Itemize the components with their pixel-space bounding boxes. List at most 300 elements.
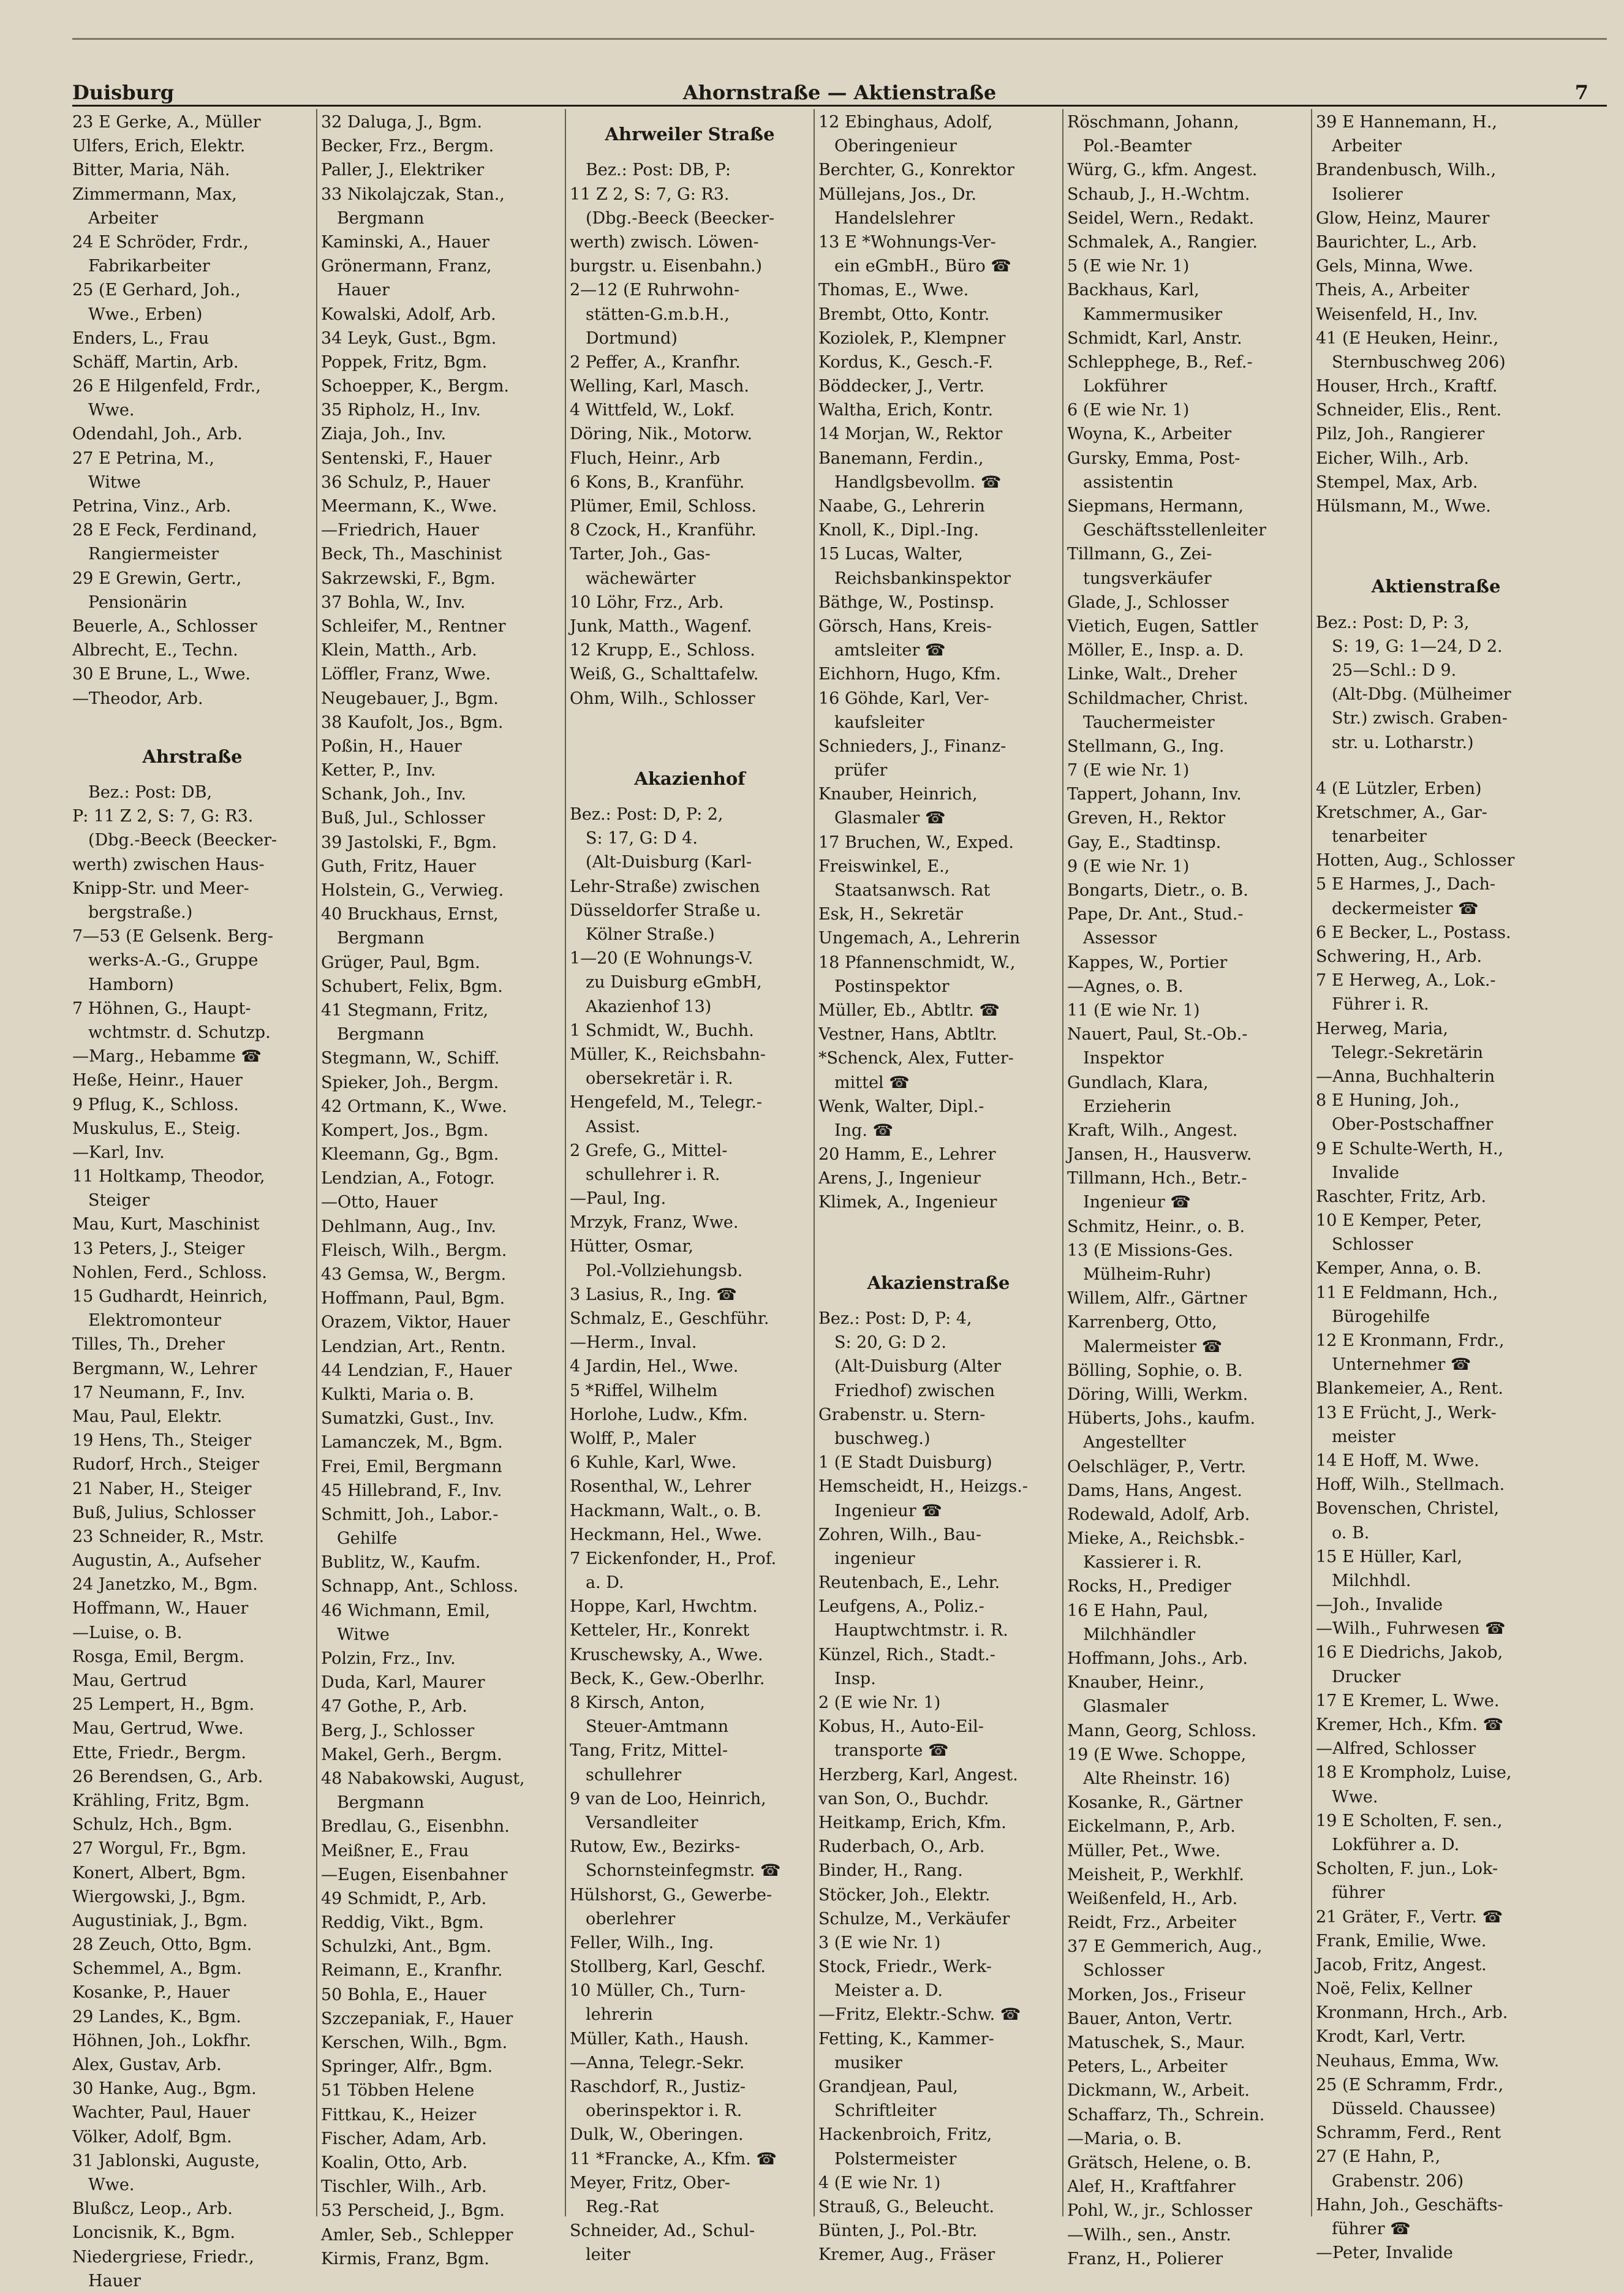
- column-6: [1316, 110, 1556, 2263]
- directory-entry: Schornsteinfegmstr. ☎: [586, 1861, 781, 1881]
- directory-entry: Kerschen, Wilh., Bgm.: [321, 2033, 508, 2052]
- directory-entry: meister: [1332, 1427, 1396, 1446]
- directory-entry: 49 Schmidt, P., Arb.: [321, 1889, 487, 1908]
- directory-entry: Strauß, G., Beleucht.: [818, 2197, 995, 2216]
- directory-entry: Schleifer, M., Rentner: [321, 616, 506, 636]
- directory-entry: 12 E Kronmann, Frdr.,: [1316, 1331, 1505, 1351]
- directory-entry: 8 Czock, H., Kranführ.: [570, 521, 757, 540]
- directory-entry: Möller, E., Insp. a. D.: [1067, 641, 1244, 660]
- directory-entry: —Wilh., sen., Anstr.: [1067, 2225, 1231, 2245]
- directory-entry: Handlgsbevollm. ☎: [834, 472, 1002, 492]
- directory-entry: Steuer-Amtmann: [586, 1717, 729, 1737]
- directory-entry: 9 Pflug, K., Schloss.: [72, 1095, 239, 1114]
- directory-entry: 47 Gothe, P., Arb.: [321, 1697, 467, 1717]
- directory-entry: Kirmis, Franz, Bgm.: [321, 2249, 489, 2268]
- directory-entry: Kruschewsky, A., Wwe.: [570, 1645, 763, 1664]
- directory-entry: —Anna, Buchhalterin: [1316, 1067, 1495, 1086]
- directory-entry: Hoffmann, Paul, Bgm.: [321, 1289, 505, 1309]
- directory-entry: wächewärter: [586, 569, 696, 588]
- directory-entry: —Theodor, Arb.: [72, 689, 203, 708]
- directory-entry: Weiß, G., Schalttafelw.: [570, 665, 759, 684]
- directory-entry: —Karl, Inv.: [72, 1143, 165, 1162]
- directory-entry: Tischler, Wilh., Arb.: [321, 2177, 487, 2197]
- directory-entry: Vestner, Hans, Abtltr.: [818, 1025, 997, 1045]
- directory-entry: Kompert, Jos., Bgm.: [321, 1120, 489, 1140]
- directory-entry: Tillmann, G., Zei-: [1067, 545, 1212, 564]
- directory-entry: 13 Peters, J., Steiger: [72, 1239, 245, 1258]
- directory-entry: 20 Hamm, E., Lehrer: [818, 1145, 996, 1165]
- directory-entry: Hahn, Joh., Geschäfts-: [1316, 2195, 1503, 2215]
- directory-entry: 21 Naber, H., Steiger: [72, 1479, 252, 1498]
- directory-entry: transporte ☎: [834, 1741, 949, 1761]
- directory-entry: Woyna, K., Arbeiter: [1067, 425, 1232, 444]
- directory-entry: 17 E Kremer, L. Wwe.: [1316, 1691, 1500, 1710]
- directory-entry: Schneider, Elis., Rent.: [1316, 401, 1502, 420]
- directory-entry: 37 Bohla, W., Inv.: [321, 592, 466, 612]
- directory-entry: Tauchermeister: [1083, 712, 1215, 732]
- directory-entry: Buß, Julius, Schlosser: [72, 1503, 255, 1522]
- directory-entry: 15 Lucas, Walter,: [818, 545, 963, 564]
- directory-entry: Hoff, Wilh., Stellmach.: [1316, 1475, 1505, 1495]
- directory-entry: Karrenberg, Otto,: [1067, 1313, 1217, 1332]
- directory-entry: Vietich, Eugen, Sattler: [1067, 616, 1258, 636]
- directory-entry: Spieker, Joh., Bergm.: [321, 1073, 499, 1092]
- directory-entry: Tilles, Th., Dreher: [72, 1335, 225, 1354]
- directory-entry: —Alfred, Schlosser: [1316, 1739, 1476, 1759]
- directory-entry: Hoffmann, Johs., Arb.: [1067, 1649, 1248, 1668]
- directory-entry: —Fritz, Elektr.-Schw. ☎: [818, 2005, 1021, 2025]
- directory-entry: Springer, Alfr., Bgm.: [321, 2057, 493, 2077]
- directory-entry: Baurichter, L., Arb.: [1316, 232, 1478, 252]
- directory-entry: Dehlmann, Aug., Inv.: [321, 1217, 496, 1236]
- directory-entry: 19 (E Wwe. Schoppe,: [1067, 1745, 1247, 1764]
- directory-entry: Schulze, M., Verkäufer: [818, 1909, 1010, 1928]
- directory-entry: Mrzyk, Franz, Wwe.: [570, 1213, 739, 1233]
- directory-entry: Wwe., Erben): [88, 304, 203, 324]
- directory-entry: Odendahl, Joh., Arb.: [72, 425, 243, 444]
- directory-entry: bergstraße.): [88, 903, 193, 923]
- directory-entry: 26 Berendsen, G., Arb.: [72, 1767, 263, 1786]
- directory-entry: Willem, Alfr., Gärtner: [1067, 1289, 1247, 1309]
- directory-entry: Ketteler, Hr., Konrekt: [570, 1621, 750, 1641]
- directory-entry: Mieke, A., Reichsbk.-: [1067, 1529, 1245, 1549]
- directory-entry: Führer i. R.: [1332, 995, 1429, 1014]
- directory-entry: Bongarts, Dietr., o. B.: [1067, 881, 1248, 900]
- directory-entry: Fetting, K., Kammer-: [818, 2029, 994, 2049]
- directory-entry: Ruderbach, O., Arb.: [818, 1837, 985, 1857]
- directory-entry: Schnieders, J., Finanz-: [818, 736, 1007, 756]
- directory-entry: Kammermusiker: [1083, 304, 1223, 324]
- directory-entry: —Luise, o. B.: [72, 1623, 183, 1642]
- directory-entry: oberlehrer: [586, 1909, 676, 1928]
- page-header: [72, 69, 1607, 107]
- directory-entry: Schulz, Hch., Bgm.: [72, 1815, 233, 1835]
- directory-entry: a. D.: [586, 1573, 624, 1593]
- directory-entry: Esk, H., Sekretär: [818, 905, 963, 924]
- directory-entry: Tillmann, Hch., Betr.-: [1067, 1169, 1247, 1188]
- street-heading: Ahrweiler Straße: [605, 124, 775, 145]
- directory-entry: Loncisnik, K., Bgm.: [72, 2223, 235, 2243]
- directory-entry: 14 Morjan, W., Rektor: [818, 425, 1003, 444]
- directory-entry: 30 E Brune, L., Wwe.: [72, 665, 251, 684]
- directory-entry: Krodt, Karl, Vertr.: [1316, 2027, 1466, 2047]
- directory-entry: 3 (E wie Nr. 1): [818, 1933, 941, 1952]
- directory-entry: 6 Kuhle, Karl, Wwe.: [570, 1453, 737, 1473]
- directory-entry: 32 Daluga, J., Bgm.: [321, 113, 483, 132]
- directory-entry: Bitter, Maria, Näh.: [72, 161, 230, 180]
- directory-entry: 11 (E wie Nr. 1): [1067, 1000, 1200, 1020]
- directory-entry: Milchhdl.: [1332, 1571, 1411, 1590]
- directory-entry: Frei, Emil, Bergmann: [321, 1457, 502, 1476]
- directory-entry: —Anna, Telegr.-Sekr.: [570, 2053, 745, 2072]
- directory-entry: 9 (E wie Nr. 1): [1067, 856, 1190, 876]
- directory-entry: Amler, Seb., Schlepper: [321, 2225, 513, 2245]
- directory-entry: Kappes, W., Portier: [1067, 953, 1228, 972]
- spacer: [818, 1215, 1059, 1237]
- directory-entry: Hackenbroich, Fritz,: [818, 2125, 992, 2145]
- directory-entry: Kosanke, R., Gärtner: [1067, 1793, 1243, 1813]
- directory-entry: Glasmaler ☎: [834, 809, 946, 828]
- directory-entry: Bez.: Post: D, P: 3,: [1316, 613, 1470, 632]
- directory-entry: Gels, Minna, Wwe.: [1316, 257, 1473, 276]
- directory-entry: Versandleiter: [586, 1813, 698, 1832]
- directory-entry: Schwering, H., Arb.: [1316, 947, 1482, 967]
- directory-entry: Invalide: [1332, 1163, 1399, 1182]
- directory-entry: Ulfers, Erich, Elektr.: [72, 137, 246, 156]
- directory-entry: 7 Höhnen, G., Haupt-: [72, 999, 251, 1018]
- directory-entry: Grandjean, Paul,: [818, 2077, 958, 2097]
- directory-entry: 39 E Hannemann, H.,: [1316, 113, 1497, 132]
- directory-entry: Franz, H., Polierer: [1067, 2249, 1223, 2268]
- directory-entry: str. u. Lotharstr.): [1332, 733, 1474, 752]
- directory-entry: Kaminski, A., Hauer: [321, 232, 490, 252]
- column-divider: [1311, 109, 1312, 2216]
- directory-entry: Lokführer a. D.: [1332, 1835, 1460, 1854]
- directory-entry: Alex, Gustav, Arb.: [72, 2055, 222, 2075]
- directory-entry: buschweg.): [834, 1429, 931, 1448]
- directory-entry: Dams, Hans, Angest.: [1067, 1481, 1242, 1500]
- directory-entry: Pol.-Vollziehungsb.: [586, 1261, 743, 1280]
- spacer: [818, 1237, 1059, 1259]
- directory-entry: Alte Rheinstr. 16): [1083, 1769, 1230, 1788]
- directory-entry: 11 E Feldmann, Hch.,: [1316, 1283, 1498, 1302]
- directory-entry: Guth, Fritz, Hauer: [321, 856, 476, 876]
- directory-entry: (Dbg.-Beeck (Beecker-: [88, 831, 278, 850]
- directory-entry: 29 E Grewin, Gertr.,: [72, 569, 242, 588]
- directory-entry: Neugebauer, J., Bgm.: [321, 689, 499, 708]
- directory-entry: 41 (E Heuken, Heinr.,: [1316, 328, 1499, 348]
- directory-entry: Müller, K., Reichsbahn-: [570, 1045, 766, 1064]
- directory-entry: Thomas, E., Wwe.: [818, 281, 969, 300]
- directory-entry: 12 Ebinghaus, Adolf,: [818, 113, 993, 132]
- directory-entry: Matuschek, S., Maur.: [1067, 2033, 1245, 2052]
- directory-entry: 19 Hens, Th., Steiger: [72, 1431, 252, 1451]
- directory-entry: 48 Nabakowski, August,: [321, 1769, 525, 1788]
- directory-entry: Jansen, H., Hausverw.: [1067, 1145, 1252, 1165]
- directory-entry: Peters, L., Arbeiter: [1067, 2057, 1228, 2077]
- directory-entry: kaufsleiter: [834, 712, 924, 732]
- directory-entry: Tang, Fritz, Mittel-: [570, 1741, 728, 1761]
- directory-entry: Stegmann, W., Schiff.: [321, 1049, 500, 1068]
- directory-entry: werth) zwisch. Löwen-: [570, 232, 759, 252]
- directory-entry: Meisheit, P., Werkhlf.: [1067, 1865, 1245, 1884]
- directory-entry: *Schenck, Alex, Futter-: [818, 1049, 1014, 1068]
- directory-entry: (Alt-Duisburg (Karl-: [586, 853, 752, 872]
- directory-entry: 6 (E wie Nr. 1): [1067, 401, 1190, 420]
- directory-entry: Grüger, Paul, Bgm.: [321, 953, 480, 972]
- directory-entry: 1 (E Stadt Duisburg): [818, 1453, 992, 1473]
- directory-entry: Bovenschen, Christel,: [1316, 1499, 1500, 1519]
- directory-entry: 7 (E wie Nr. 1): [1067, 761, 1190, 780]
- directory-entry: Rosenthal, W., Lehrer: [570, 1477, 751, 1497]
- directory-entry: Mau, Gertrud: [72, 1671, 187, 1691]
- directory-entry: Staatsanwsch. Rat: [834, 881, 991, 900]
- directory-entry: Ober-Postschaffner: [1332, 1115, 1494, 1135]
- directory-entry: —Marg., Hebamme ☎: [72, 1047, 262, 1067]
- directory-entry: o. B.: [1332, 1523, 1370, 1543]
- directory-entry: 25 (E Gerhard, Joh.,: [72, 281, 241, 300]
- directory-entry: Koziolek, P., Klempner: [818, 328, 1006, 348]
- directory-entry: werth) zwischen Haus-: [72, 855, 265, 874]
- directory-entry: 3 Lasius, R., Ing. ☎: [570, 1285, 737, 1304]
- directory-entry: Handelslehrer: [834, 208, 955, 228]
- directory-entry: Glade, J., Schlosser: [1067, 592, 1229, 612]
- directory-entry: 11 Holtkamp, Theodor,: [72, 1167, 265, 1187]
- directory-entry: Schmitt, Joh., Labor.-: [321, 1505, 499, 1524]
- column-1: [72, 110, 312, 2291]
- directory-entry: 4 Jardin, Hel., Wwe.: [570, 1357, 739, 1377]
- directory-entry: Beck, K., Gew.-Oberlhr.: [570, 1669, 765, 1688]
- directory-entry: Plümer, Emil, Schloss.: [570, 497, 757, 516]
- directory-entry: —Wilh., Fuhrwesen ☎: [1316, 1619, 1506, 1639]
- column-divider: [1062, 109, 1063, 2216]
- directory-entry: Schlepphege, B., Ref.-: [1067, 352, 1253, 372]
- street-heading: Akazienstraße: [867, 1272, 1010, 1293]
- directory-entry: Eichhorn, Hugo, Kfm.: [818, 665, 1001, 684]
- directory-entry: mittel ☎: [834, 1073, 910, 1092]
- directory-entry: Kremer, Aug., Fräser: [818, 2245, 995, 2265]
- directory-entry: Klein, Matth., Arb.: [321, 641, 477, 660]
- directory-entry: Backhaus, Karl,: [1067, 281, 1199, 300]
- directory-entry: Kremer, Hch., Kfm. ☎: [1316, 1715, 1504, 1735]
- directory-entry: 7 Eickenfonder, H., Prof.: [570, 1549, 777, 1568]
- directory-entry: Koalin, Otto, Arb.: [321, 2153, 468, 2172]
- directory-entry: S: 19, G: 1—24, D 2.: [1332, 637, 1503, 656]
- directory-entry: 13 E Frücht, J., Werk-: [1316, 1403, 1497, 1422]
- directory-entry: Bölling, Sophie, o. B.: [1067, 1361, 1243, 1380]
- directory-entry: 18 E Krompholz, Luise,: [1316, 1763, 1512, 1783]
- directory-entry: Brembt, Otto, Kontr.: [818, 304, 990, 324]
- directory-entry: Ketter, P., Inv.: [321, 761, 436, 780]
- directory-entry: Schlosser: [1332, 1235, 1413, 1255]
- directory-entry: Reidt, Frz., Arbeiter: [1067, 1913, 1236, 1933]
- directory-entry: Konert, Albert, Bgm.: [72, 1863, 246, 1883]
- directory-entry: ingenieur: [834, 1549, 915, 1568]
- spacer: [570, 711, 810, 733]
- directory-entry: 24 Janetzko, M., Bgm.: [72, 1575, 258, 1595]
- directory-entry: 1 Schmidt, W., Buchh.: [570, 1021, 754, 1040]
- directory-entry: Milchhändler: [1083, 1625, 1196, 1644]
- directory-entry: Weißenfeld, H., Arb.: [1067, 1889, 1238, 1908]
- directory-entry: Wenk, Walter, Dipl.-: [818, 1097, 984, 1116]
- directory-entry: Insp.: [834, 1669, 876, 1688]
- directory-entry: 2 (E wie Nr. 1): [818, 1693, 941, 1713]
- directory-entry: Hamborn): [88, 975, 174, 994]
- directory-entry: Mau, Gertrud, Wwe.: [72, 1719, 244, 1739]
- directory-entry: Ziaja, Joh., Inv.: [321, 425, 447, 444]
- directory-entry: 4 Wittfeld, W., Lokf.: [570, 401, 735, 420]
- directory-entry: Mau, Paul, Elektr.: [72, 1407, 222, 1426]
- directory-entry: Blußcz, Leop., Arb.: [72, 2199, 233, 2219]
- directory-entry: oberinspektor i. R.: [586, 2101, 742, 2121]
- directory-entry: 10 Müller, Ch., Turn-: [570, 1981, 746, 2001]
- directory-entry: Hauer: [337, 281, 390, 300]
- directory-entry: ein eGmbH., Büro ☎: [834, 257, 1011, 276]
- directory-entry: Hackmann, Walt., o. B.: [570, 1501, 761, 1520]
- directory-entry: Junk, Matth., Wagenf.: [570, 616, 752, 636]
- directory-entry: Reichsbankinspektor: [834, 569, 1011, 588]
- directory-entry: van Son, O., Buchdr.: [818, 1789, 989, 1808]
- directory-entry: Schulzki, Ant., Bgm.: [321, 1937, 492, 1957]
- directory-entry: Frank, Emilie, Wwe.: [1316, 1931, 1487, 1951]
- directory-entry: Malermeister ☎: [1083, 1337, 1223, 1356]
- directory-entry: Rosga, Emil, Bergm.: [72, 1647, 244, 1666]
- directory-entry: 19 E Scholten, F. sen.,: [1316, 1811, 1503, 1830]
- spacer: [1316, 518, 1556, 540]
- directory-entry: Schäff, Martin, Arb.: [72, 352, 239, 372]
- directory-entry: Freiswinkel, E.,: [818, 856, 950, 876]
- directory-entry: Meißner, E., Frau: [321, 1841, 469, 1860]
- directory-entry: Schoepper, K., Bergm.: [321, 377, 510, 396]
- directory-entry: Pensionärin: [88, 592, 187, 612]
- directory-entry: 27 E Petrina, M.,: [72, 448, 215, 468]
- directory-entry: Bez.: Post: D, P: 4,: [818, 1309, 972, 1329]
- directory-entry: Lehr-Straße) zwischen: [570, 877, 760, 896]
- directory-entry: Schaub, J., H.-Wchtm.: [1067, 184, 1250, 204]
- directory-entry: Schmalek, A., Rangier.: [1067, 232, 1258, 252]
- directory-entry: Hauer: [88, 2271, 141, 2291]
- column-5: [1067, 110, 1307, 2268]
- directory-entry: Lendzian, A., Fotogr.: [321, 1169, 495, 1188]
- directory-entry: Schneider, Ad., Schul-: [570, 2221, 755, 2241]
- directory-entry: Künzel, Rich., Stadt.-: [818, 1645, 995, 1664]
- directory-entry: Schramm, Ferd., Rent: [1316, 2123, 1501, 2143]
- directory-entry: Gursky, Emma, Post-: [1067, 448, 1241, 468]
- directory-entry: Kulkti, Maria o. B.: [321, 1384, 474, 1404]
- directory-entry: 51 Többen Helene: [321, 2081, 475, 2101]
- directory-entry: Siepmans, Hermann,: [1067, 497, 1244, 516]
- directory-entry: Bürogehilfe: [1332, 1307, 1430, 1326]
- directory-entry: Wolff, P., Maler: [570, 1429, 696, 1448]
- directory-entry: Reutenbach, E., Lehr.: [818, 1573, 1000, 1593]
- directory-entry: 2 Grefe, G., Mittel-: [570, 1141, 728, 1160]
- directory-entry: Zohren, Wilh., Bau-: [818, 1525, 981, 1544]
- directory-entry: Schriftleiter: [834, 2101, 937, 2121]
- directory-entry: —Joh., Invalide: [1316, 1595, 1443, 1615]
- directory-entry: Grönermann, Franz,: [321, 257, 492, 276]
- directory-entry: prüfer: [834, 761, 888, 780]
- directory-entry: 23 E Gerke, A., Müller: [72, 113, 261, 132]
- directory-entry: Augustiniak, J., Bgm.: [72, 1911, 248, 1930]
- directory-entry: (Alt-Dbg. (Mülheimer: [1332, 685, 1511, 705]
- directory-entry: Greven, H., Rektor: [1067, 809, 1226, 828]
- directory-entry: Binder, H., Rang.: [818, 1861, 963, 1881]
- directory-entry: Stöcker, Joh., Elektr.: [818, 1885, 991, 1905]
- directory-entry: Dulk, W., Oberingen.: [570, 2125, 744, 2145]
- directory-entry: Leufgens, A., Poliz.-: [818, 1597, 984, 1617]
- street-heading: Akazienhof: [634, 768, 746, 789]
- directory-entry: Fabrikarbeiter: [88, 257, 210, 276]
- directory-entry: Hoffmann, W., Hauer: [72, 1599, 249, 1619]
- directory-entry: Schemmel, A., Bgm.: [72, 1959, 242, 1979]
- directory-entry: Düsseldorfer Straße u.: [570, 901, 761, 920]
- directory-entry: Reg.-Rat: [586, 2197, 659, 2216]
- directory-entry: Banemann, Ferdin.,: [818, 448, 984, 468]
- directory-entry: lehrerin: [586, 2005, 653, 2025]
- directory-entry: 23 Schneider, R., Mstr.: [72, 1527, 265, 1546]
- directory-entry: Beuerle, A., Schlosser: [72, 616, 257, 636]
- directory-entry: Arbeiter: [88, 208, 159, 228]
- header-city: Duisburg: [72, 81, 175, 104]
- directory-entry: 11 *Francke, A., Kfm. ☎: [570, 2149, 777, 2169]
- directory-entry: Zimmermann, Max,: [72, 184, 237, 204]
- directory-entry: 33 Nikolajczak, Stan.,: [321, 184, 505, 204]
- directory-entry: 38 Kaufolt, Jos., Bgm.: [321, 712, 504, 732]
- directory-entry: Hauptwchtmstr. i. R.: [834, 1621, 1008, 1641]
- directory-entry: 1—20 (E Wohnungs-V.: [570, 949, 753, 969]
- directory-entry: Wwe.: [88, 2175, 135, 2194]
- directory-entry: Waltha, Erich, Kontr.: [818, 401, 994, 420]
- directory-entry: —Paul, Ing.: [570, 1189, 667, 1209]
- directory-entry: Ing. ☎: [834, 1120, 894, 1140]
- directory-entry: 17 Neumann, F., Inv.: [72, 1383, 246, 1402]
- directory-entry: 15 Gudhardt, Heinrich,: [72, 1287, 268, 1307]
- directory-entry: Schubert, Felix, Bgm.: [321, 977, 503, 996]
- directory-entry: Raschdorf, R., Justiz-: [570, 2077, 746, 2097]
- directory-entry: 10 E Kemper, Peter,: [1316, 1211, 1482, 1231]
- directory-entry: Reimann, E., Kranfhr.: [321, 1961, 503, 1981]
- directory-entry: Schlosser: [1083, 1961, 1165, 1981]
- directory-entry: Müllejans, Jos., Dr.: [818, 184, 977, 204]
- directory-entry: 25 Lempert, H., Bgm.: [72, 1695, 255, 1715]
- directory-entry: Muskulus, E., Steig.: [72, 1119, 241, 1138]
- directory-entry: Völker, Adolf, Bgm.: [72, 2127, 232, 2147]
- directory-entry: Houser, Hrch., Kraftf.: [1316, 377, 1498, 396]
- directory-entry: Scholten, F. jun., Lok-: [1316, 1859, 1498, 1879]
- directory-entry: Ohm, Wilh., Schlosser: [570, 689, 755, 708]
- directory-entry: 4 (E wie Nr. 1): [818, 2173, 941, 2193]
- directory-entry: Schank, Joh., Inv.: [321, 785, 466, 804]
- directory-entry: Stock, Friedr., Werk-: [818, 1957, 992, 1977]
- directory-entry: Tarter, Joh., Gas-: [570, 545, 711, 564]
- directory-entry: Seidel, Wern., Redakt.: [1067, 208, 1255, 228]
- directory-entry: Döring, Nik., Motorw.: [570, 425, 753, 444]
- directory-entry: Glow, Heinz, Maurer: [1316, 208, 1490, 228]
- directory-entry: 25 (E Schramm, Frdr.,: [1316, 2075, 1504, 2095]
- directory-entry: Krähling, Fritz, Bgm.: [72, 1791, 250, 1810]
- directory-entry: Feller, Wilh., Ing.: [570, 1933, 714, 1952]
- directory-entry: Kölner Straße.): [586, 925, 715, 945]
- directory-entry: deckermeister ☎: [1332, 899, 1479, 918]
- directory-entry: Witwe: [337, 1625, 390, 1644]
- directory-entry: Bez.: Post: DB,: [88, 783, 213, 803]
- directory-entry: Mann, Georg, Schloss.: [1067, 1721, 1257, 1740]
- directory-entry: 41 Stegmann, Fritz,: [321, 1000, 489, 1020]
- directory-entry: führer ☎: [1332, 2219, 1411, 2238]
- directory-entry: Dortmund): [586, 328, 678, 348]
- directory-entry: Duda, Karl, Maurer: [321, 1673, 485, 1693]
- directory-entry: Ingenieur ☎: [1083, 1193, 1191, 1212]
